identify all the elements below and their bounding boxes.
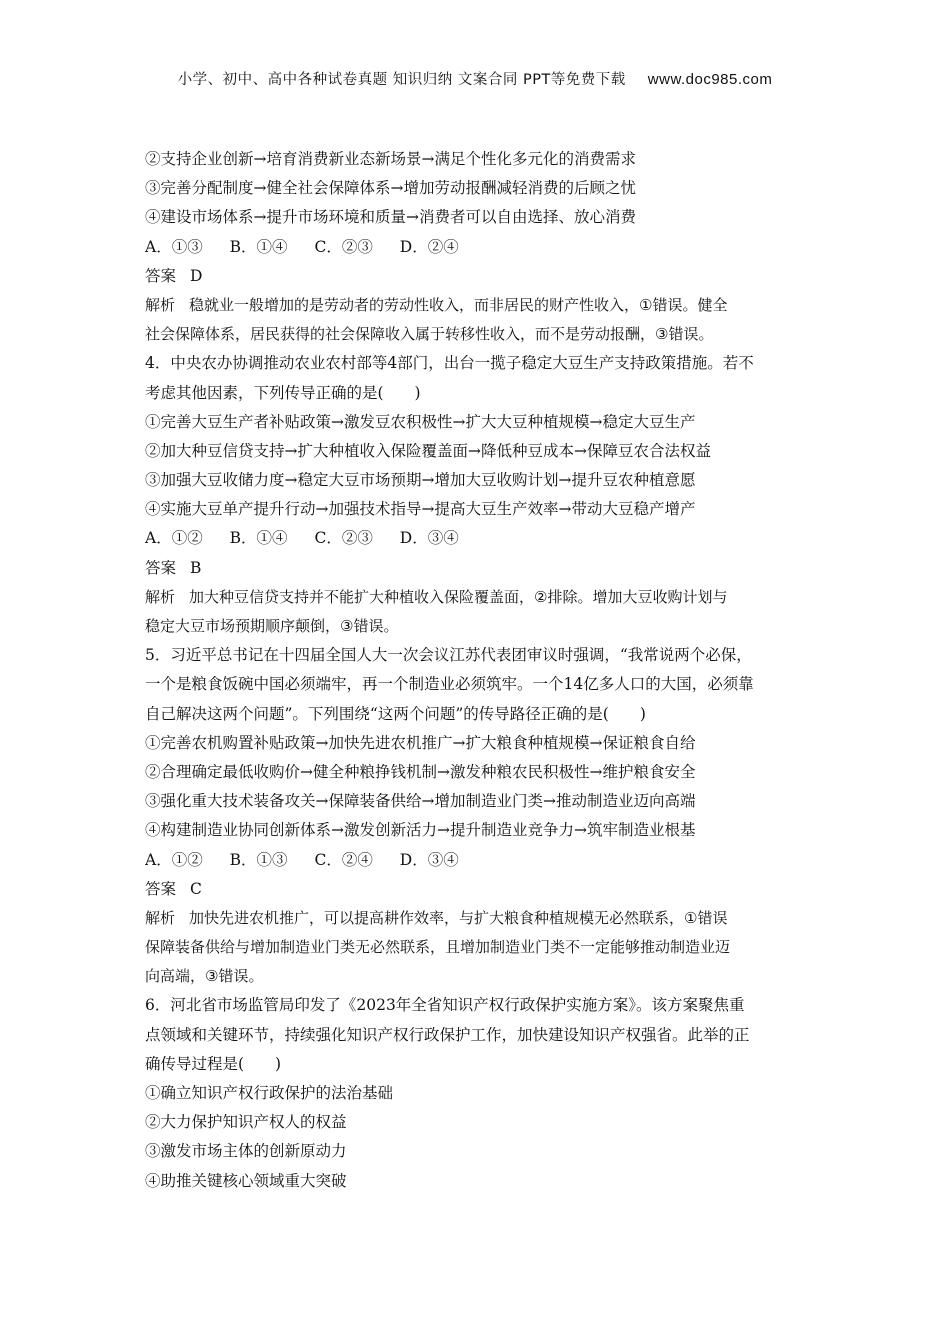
q5-stem-line-1: 5．习近平总书记在十四届全国人大一次会议江苏代表团审议时强调，“我常说两个必保，	[145, 646, 752, 665]
q6-stem-line-2: 点领域和关键环节，持续强化知识产权行政保护工作，加快建设知识产权强省。此举的正	[145, 1025, 750, 1044]
q3-option-c: C．②③	[314, 237, 373, 256]
q3-analysis-line-1	[145, 291, 810, 320]
q4-stem-line-2: 考虑其他因素，下列传导正确的是( )	[145, 383, 421, 402]
q6-stem-line-3: 确传导过程是( )	[145, 1054, 282, 1073]
header-text: 小学、初中、高中各种试卷真题 知识归纳 文案合同 PPT等免费下载	[177, 72, 626, 88]
q5-option-d: D．③④	[399, 850, 459, 869]
q6-item-1: ①确立知识产权行政保护的法治基础	[145, 1084, 394, 1102]
answer-value: C	[190, 879, 202, 898]
q5-item-2: ②合理确定最低收购价→健全种粮挣钱机制→激发种粮农民积极性→维护粮食安全	[145, 762, 696, 781]
analysis-label: 解析	[145, 587, 176, 606]
analysis-text: 稳就业一般增加的是劳动者的劳动性收入，而非居民的财产性收入，①错误。健全	[189, 295, 728, 314]
q4-option-d: D．③④	[399, 529, 459, 548]
q4-option-a: A．①②	[145, 529, 203, 548]
q3-option-d: D．②④	[399, 237, 459, 256]
answer-value: B	[190, 558, 202, 577]
q3-answer	[145, 262, 810, 291]
q5-analysis-line-1	[145, 904, 810, 933]
analysis-label: 解析	[145, 295, 176, 314]
q5-item-4: ④构建制造业协同创新体系→激发创新活力→提升制造业竞争力→筑牢制造业根基	[145, 821, 696, 840]
q4-item-2: ②加大种豆信贷支持→扩大种植收入保险覆盖面→降低种豆成本→保障豆农合法权益	[145, 441, 711, 460]
q4-item-1: ①完善大豆生产者补贴政策→激发豆农积极性→扩大大豆种植规模→稳定大豆生产	[145, 412, 696, 431]
answer-label: 答案	[145, 879, 177, 898]
q4-stem-line-1: 4．中央农办协调推动农业农村部等4部门，出台一揽子稳定大豆生产支持政策措施。若不	[145, 354, 754, 373]
q6-item-3: ③激发市场主体的创新原动力	[145, 1142, 347, 1161]
q6-item-4: ④助推关键核心领域重大突破	[145, 1171, 347, 1190]
q3-item-2: ②支持企业创新→培育消费新业态新场景→满足个性化多元化的消费需求	[145, 150, 636, 168]
document-body	[145, 145, 810, 1196]
question-5	[145, 641, 810, 991]
q4-options	[145, 524, 810, 553]
q3-item-4: ④建设市场体系→提升市场环境和质量→消费者可以自由选择、放心消费	[145, 208, 636, 227]
q5-item-3: ③强化重大技术装备攻关→保障装备供给→增加制造业门类→推动制造业迈向高端	[145, 792, 696, 811]
q4-option-b: B．①④	[229, 529, 288, 548]
q3-item-3: ③完善分配制度→健全社会保障体系→增加劳动报酬减轻消费的后顾之忧	[145, 179, 636, 198]
q4-analysis-line-1	[145, 583, 810, 612]
q5-option-b: B．①③	[229, 850, 288, 869]
header-url[interactable]: www.doc985.com	[647, 71, 773, 88]
q5-analysis-line-3: 向高端，③错误。	[145, 967, 264, 986]
q3-options	[145, 233, 810, 262]
q5-answer	[145, 875, 810, 904]
answer-label: 答案	[145, 558, 177, 577]
page-header	[0, 68, 950, 89]
question-4	[145, 349, 810, 641]
analysis-text: 加大种豆信贷支持并不能扩大种植收入保险覆盖面，②排除。增加大豆收购计划与	[189, 587, 728, 606]
analysis-label: 解析	[145, 908, 176, 927]
question-6	[145, 991, 810, 1195]
q5-analysis-line-2: 保障装备供给与增加制造业门类无必然联系，且增加制造业门类不一定能够推动制造业迈	[145, 938, 731, 957]
analysis-text: 加快先进农机推广，可以提高耕作效率，与扩大粮食种植规模无必然联系，①错误	[189, 908, 728, 927]
q6-stem-line-1: 6．河北省市场监管局印发了《2023年全省知识产权行政保护实施方案》。该方案聚焦重	[145, 996, 745, 1015]
q4-option-c: C．②③	[314, 529, 373, 548]
q4-analysis-line-2: 稳定大豆市场预期顺序颠倒，③错误。	[145, 617, 399, 635]
q5-options	[145, 846, 810, 875]
q4-answer	[145, 554, 810, 583]
q3-analysis-line-2: 社会保障体系，居民获得的社会保障收入属于转移性收入，而不是劳动报酬，③错误。	[145, 325, 714, 344]
q5-option-c: C．②④	[314, 850, 373, 869]
question-3	[145, 145, 810, 349]
q3-option-b: B．①④	[229, 237, 288, 256]
q5-option-a: A．①②	[145, 850, 203, 869]
q5-item-1: ①完善农机购置补贴政策→加快先进农机推广→扩大粮食种植规模→保证粮食自给	[145, 733, 696, 752]
answer-value: D	[190, 266, 203, 285]
q6-item-2: ②大力保护知识产权人的权益	[145, 1113, 347, 1132]
q5-stem-line-2: 一个是粮食饭碗中国必须端牢，再一个制造业必须筑牢。一个14亿多人口的大国，必须靠	[145, 675, 754, 694]
q4-item-4: ④实施大豆单产提升行动→加强技术指导→提高大豆生产效率→带动大豆稳产增产	[145, 500, 696, 519]
q4-item-3: ③加强大豆收储力度→稳定大豆市场预期→增加大豆收购计划→提升豆农种植意愿	[145, 471, 696, 490]
q3-option-a: A．①③	[145, 237, 203, 256]
q5-stem-line-3: 自己解决这两个问题”。下列围绕“这两个问题”的传导路径正确的是( )	[145, 704, 646, 723]
answer-label: 答案	[145, 266, 177, 285]
